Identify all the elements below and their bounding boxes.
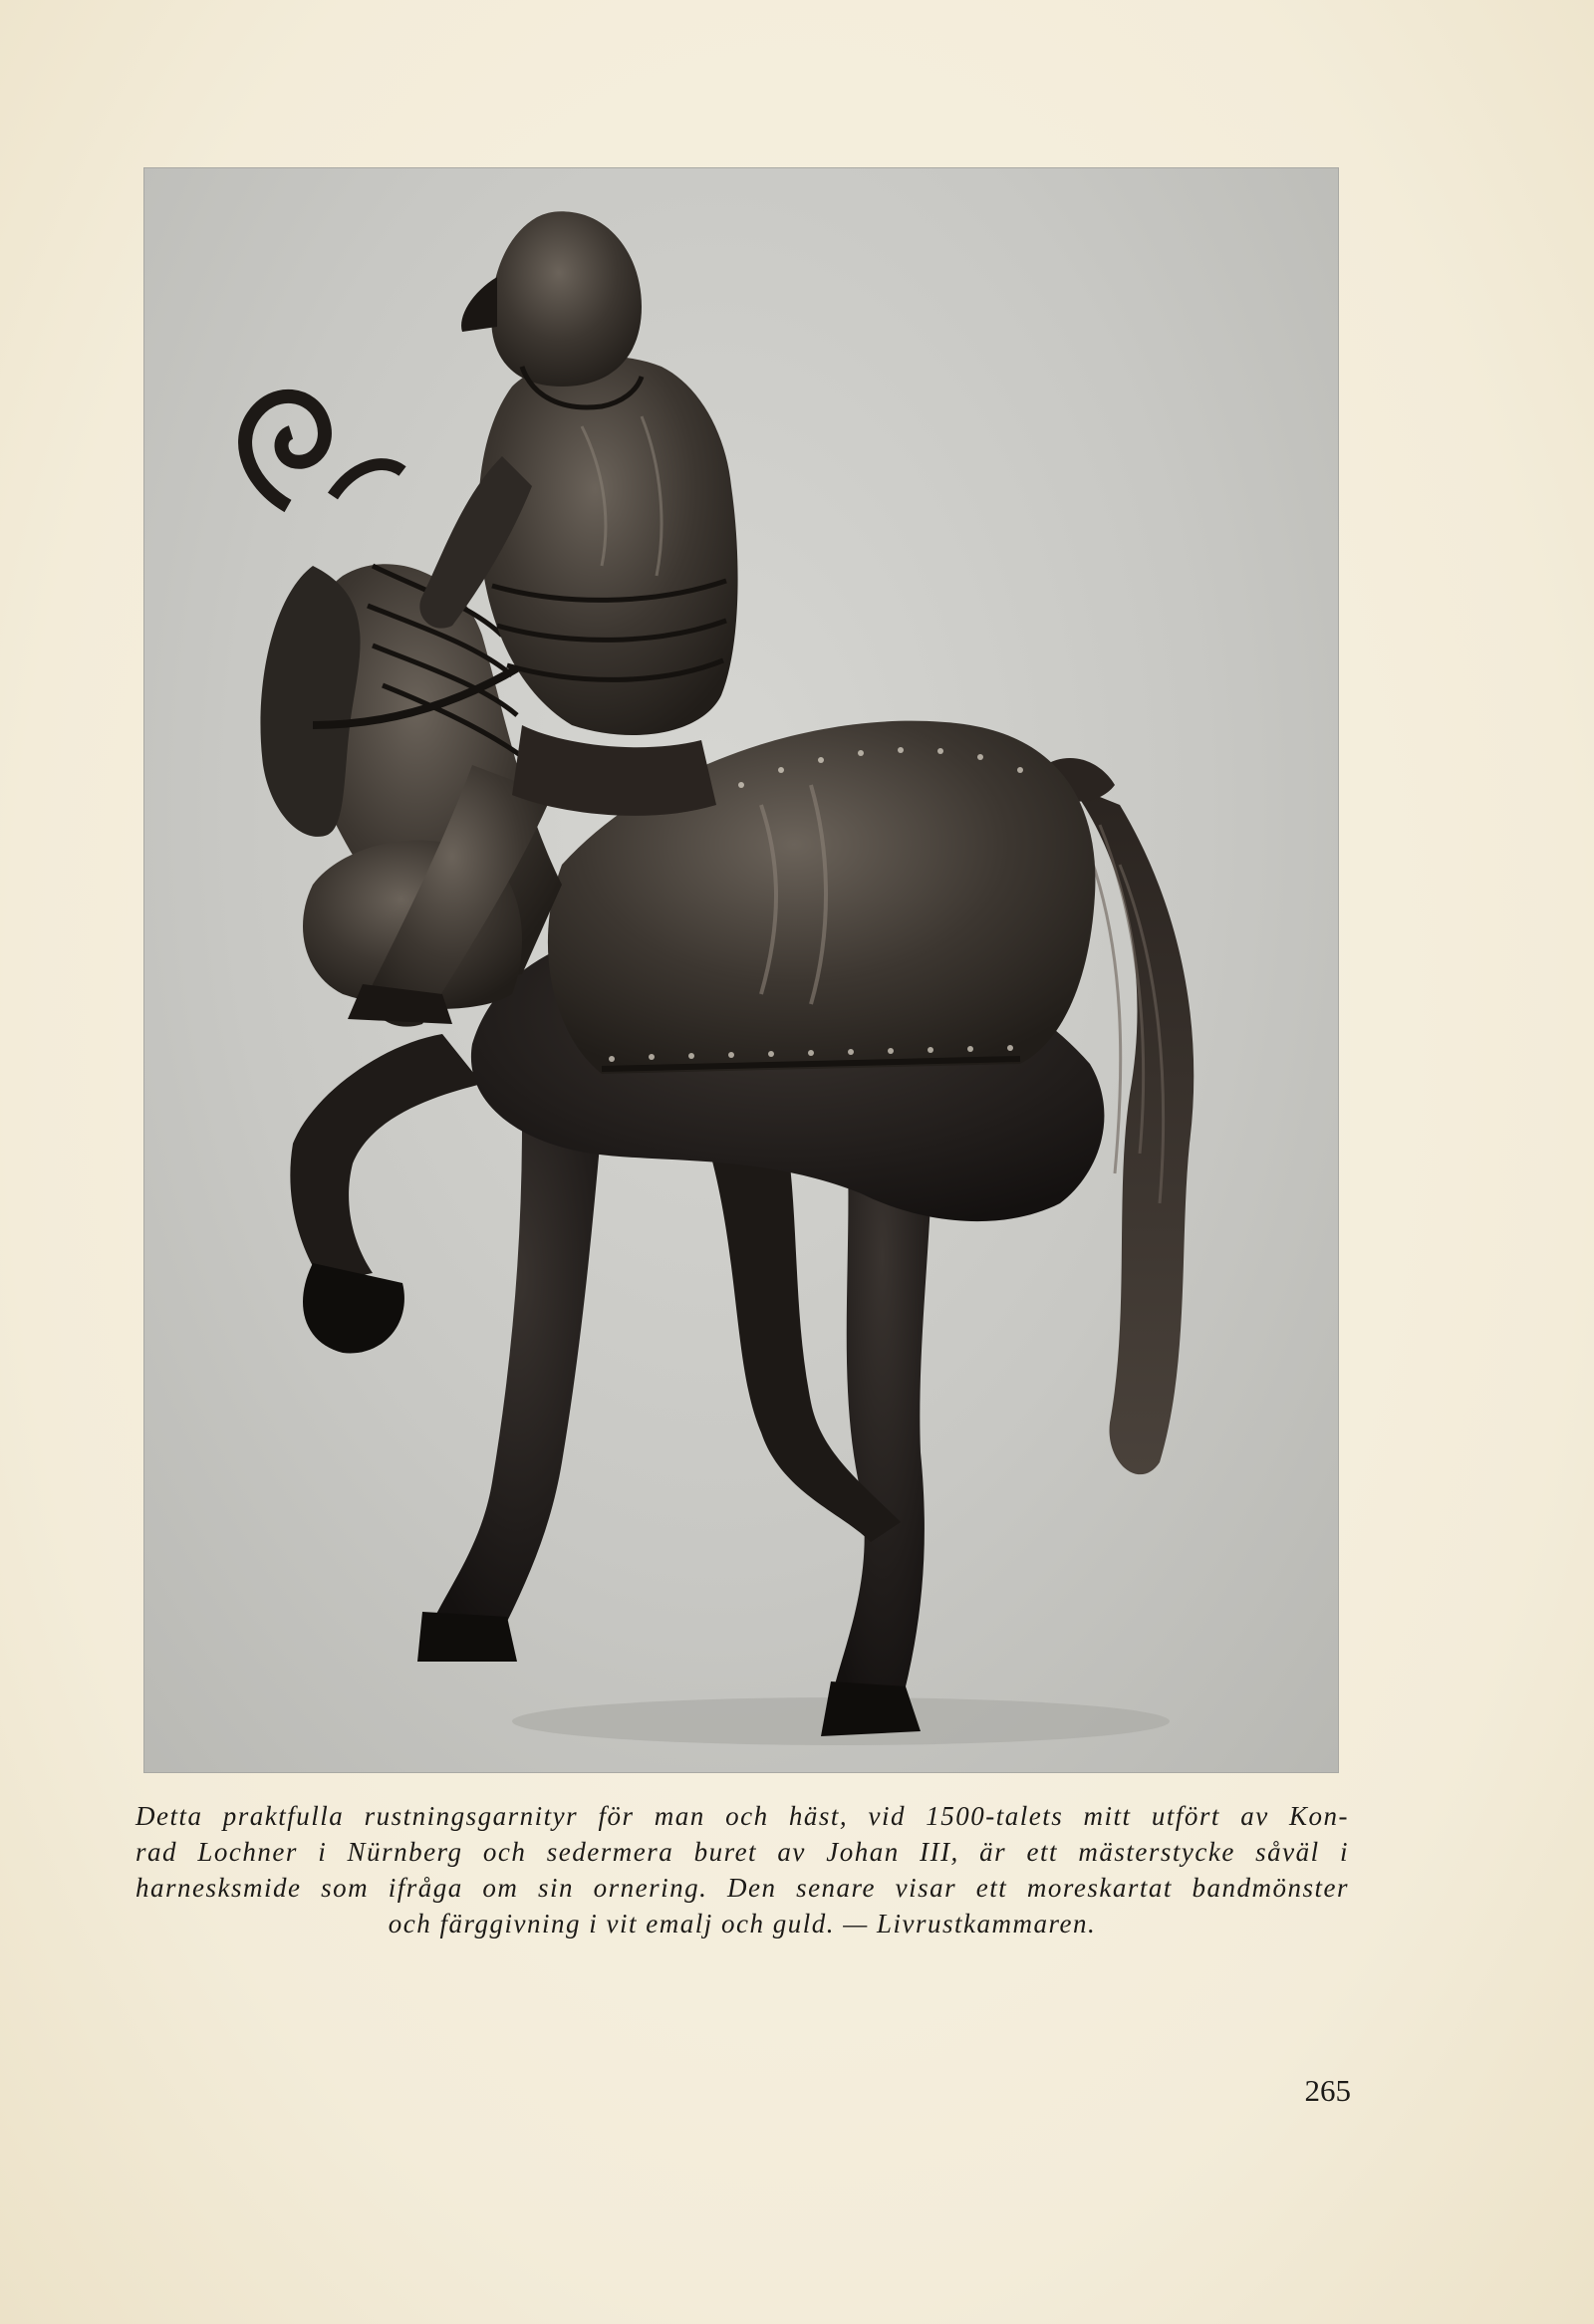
caption-line-2: rad Lochner i Nürnberg och sedermera buret av Johan III, är ett mästerstycke såväl i xyxy=(135,1837,1349,1867)
photo-caption xyxy=(135,1798,1349,1941)
page-number: 265 xyxy=(1304,2073,1351,2108)
caption-line-1: Detta praktfulla rustningsgarnityr för man och häst, vid 1500-talets mitt utfört av Kon- xyxy=(135,1801,1349,1831)
caption-line-4: och färggivning i vit emalj och guld. — Livrustkammaren. xyxy=(388,1909,1097,1938)
armored-knight-on-horse-illustration xyxy=(143,167,1339,1773)
caption-line-3: harnesksmide som ifråga om sin ornering. Den senare visar ett moreskartat bandmönster xyxy=(135,1873,1349,1903)
armor-photograph xyxy=(143,167,1339,1773)
